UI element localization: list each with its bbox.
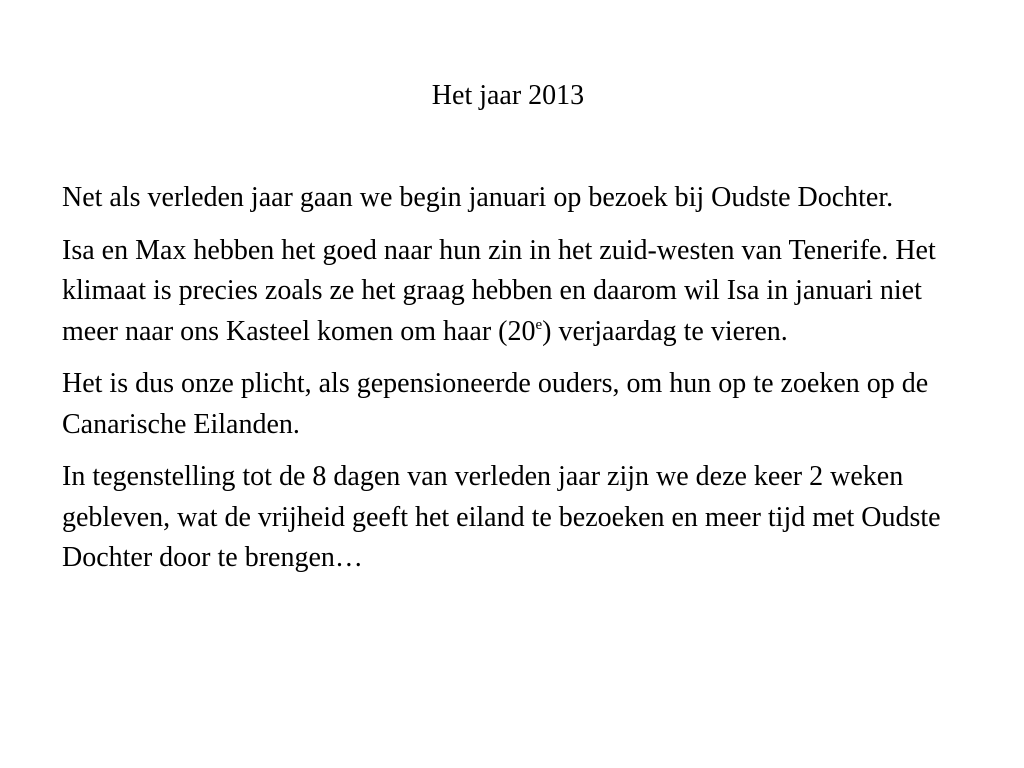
ordinal-superscript: e: [535, 316, 543, 333]
slide-body: [62, 178, 982, 591]
paragraph-2-text-before: Isa en Max hebben het goed naar hun zin in het zuid-westen van Tenerife. Het klimaat is precies zoals ze het graag hebben en daarom wil Isa in januari niet meer naar ons Kasteel komen om haar (20: [62, 234, 936, 347]
paragraph-1: Net als verleden jaar gaan we begin januari op bezoek bij Oudste Dochter.: [62, 182, 894, 213]
slide-title: Het jaar 2013: [431, 80, 585, 111]
paragraph-2: [62, 231, 982, 353]
paragraph-4: In tegenstelling tot de 8 dagen van verleden jaar zijn we deze keer 2 weken gebleven, wat de vrijheid geeft het eiland te bezoeken en meer tijd met Oudste Dochter door te brengen…: [62, 461, 941, 573]
paragraph-3: Het is dus onze plicht, als gepensioneerde ouders, om hun op te zoeken op de Canarische Eilanden.: [62, 368, 929, 440]
paragraph-2-text-after: ) verjaardag te vieren.: [542, 315, 788, 347]
